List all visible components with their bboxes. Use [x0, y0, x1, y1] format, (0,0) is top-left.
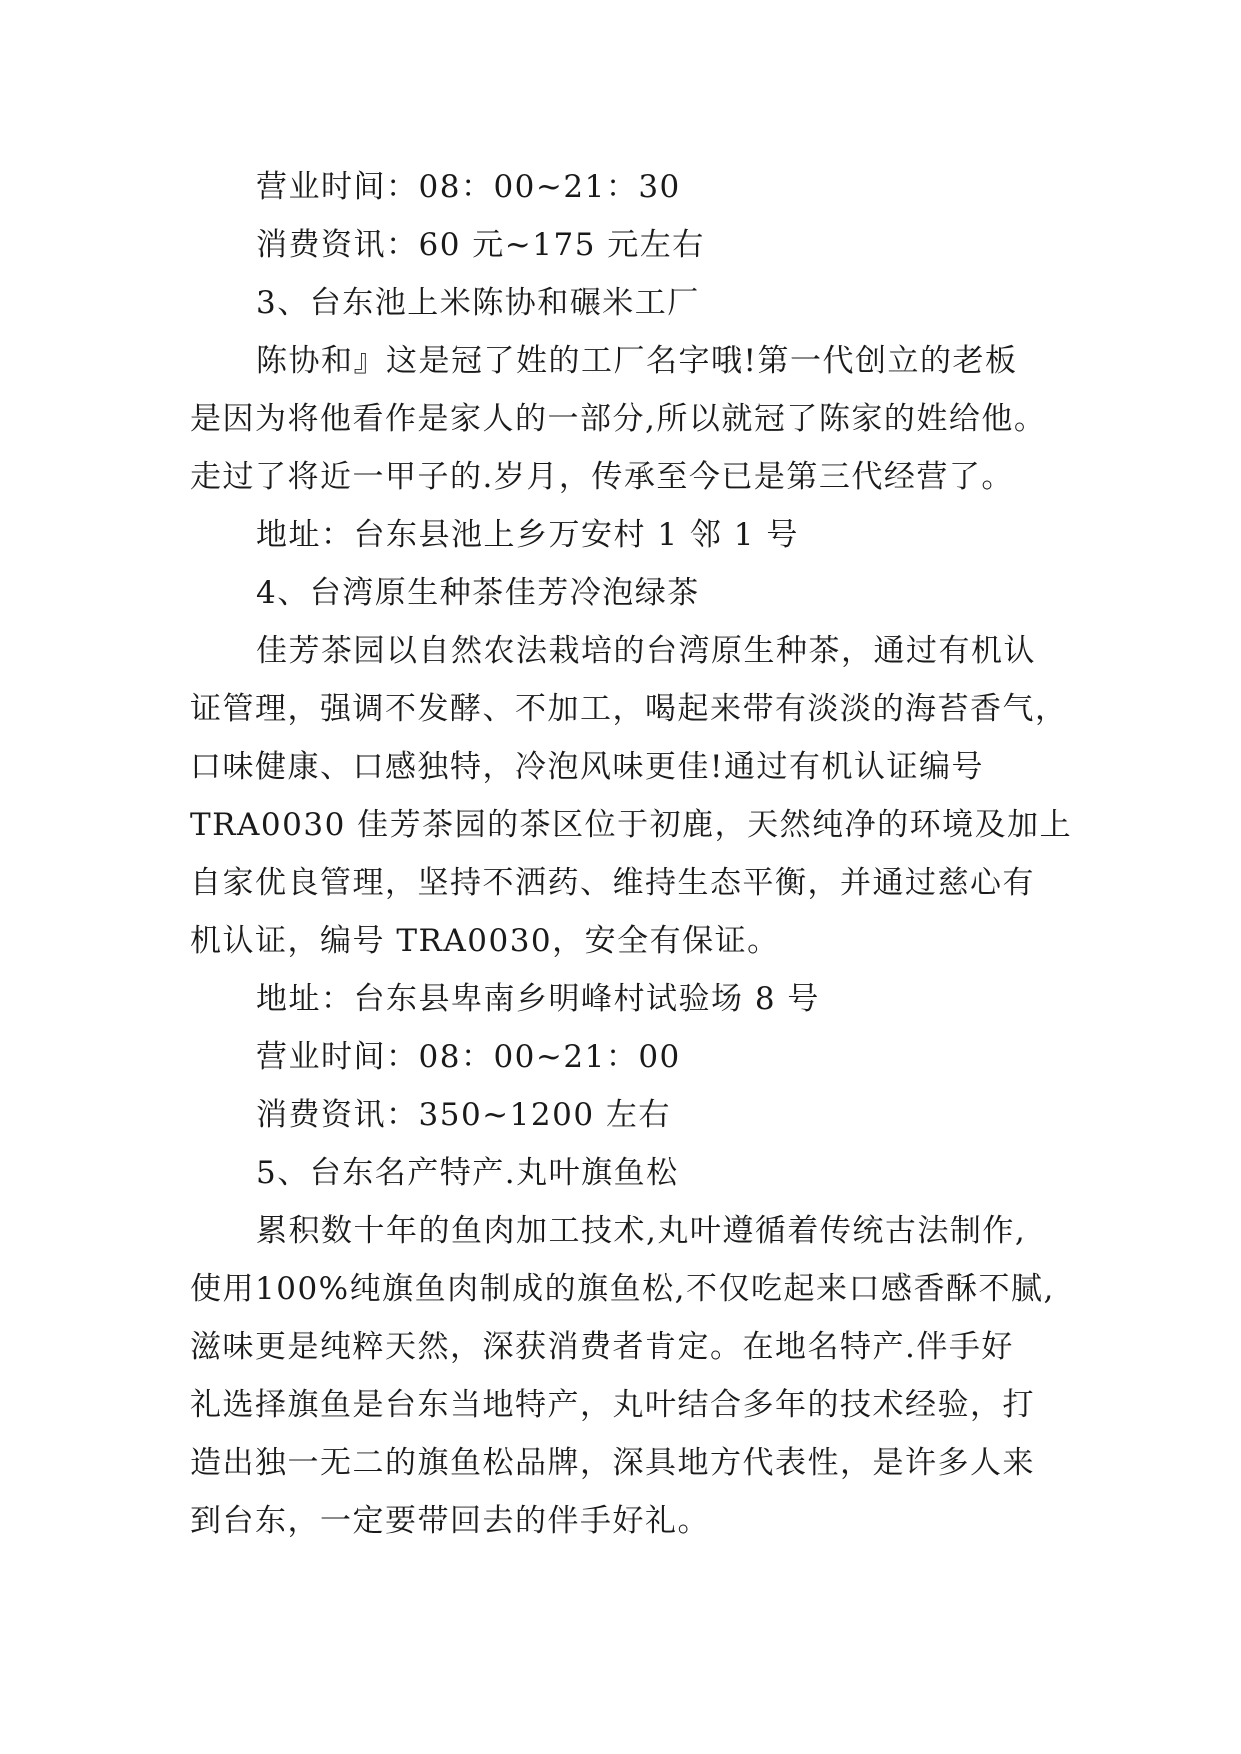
paragraph-line: 陈协和』这是冠了姓的工厂名字哦!第一代创立的老板: [256, 343, 1018, 379]
address-1: 地址：台东县池上乡万安村 1 邻 1 号: [256, 517, 799, 553]
paragraph-line: 佳芳茶园以自然农法栽培的台湾原生种茶，通过有机认: [256, 633, 1036, 669]
address-2: 地址：台东县卑南乡明峰村试验场 8 号: [256, 981, 820, 1017]
price-info-2: 消费资讯：350~1200 左右: [256, 1097, 671, 1133]
paragraph-line: 机认证，编号 TRA0030，安全有保证。: [190, 923, 780, 959]
paragraph-line: 使用100%纯旗鱼肉制成的旗鱼松,不仅吃起来口感香酥不腻,: [190, 1271, 1055, 1307]
paragraph-line: 滋味更是纯粹天然，深获消费者肯定。在地名特产.伴手好: [190, 1329, 1014, 1365]
paragraph-line: 造出独一无二的旗鱼松品牌，深具地方代表性，是许多人来: [190, 1445, 1035, 1481]
section-heading-3: 3、台东池上米陈协和碾米工厂: [256, 285, 700, 321]
paragraph-line: 到台东，一定要带回去的伴手好礼。: [190, 1503, 710, 1539]
business-hours-1: 营业时间：08：00~21：30: [256, 169, 681, 205]
paragraph-line: TRA0030 佳芳茶园的茶区位于初鹿，天然纯净的环境及加上: [190, 807, 1073, 843]
section-heading-5: 5、台东名产特产.丸叶旗鱼松: [256, 1155, 679, 1191]
paragraph-line: 证管理，强调不发酵、不加工，喝起来带有淡淡的海苔香气，: [190, 691, 1068, 727]
paragraph-line: 走过了将近一甲子的.岁月，传承至今已是第三代经营了。: [190, 459, 1014, 495]
document-body: [190, 158, 1073, 1550]
paragraph-line: 累积数十年的鱼肉加工技术,丸叶遵循着传统古法制作,: [256, 1213, 1027, 1249]
section-heading-4: 4、台湾原生种茶佳芳冷泡绿茶: [256, 575, 700, 611]
price-info-1: 消费资讯：60 元~175 元左右: [256, 227, 705, 263]
business-hours-2: 营业时间：08：00~21：00: [256, 1039, 681, 1075]
paragraph-line: 是因为将他看作是家人的一部分,所以就冠了陈家的姓给他。: [190, 401, 1047, 437]
paragraph-line: 自家优良管理，坚持不洒药、维持生态平衡，并通过慈心有: [190, 865, 1035, 901]
paragraph-line: 礼选择旗鱼是台东当地特产，丸叶结合多年的技术经验，打: [190, 1387, 1035, 1423]
paragraph-line: 口味健康、口感独特，冷泡风味更佳!通过有机认证编号: [190, 749, 984, 785]
